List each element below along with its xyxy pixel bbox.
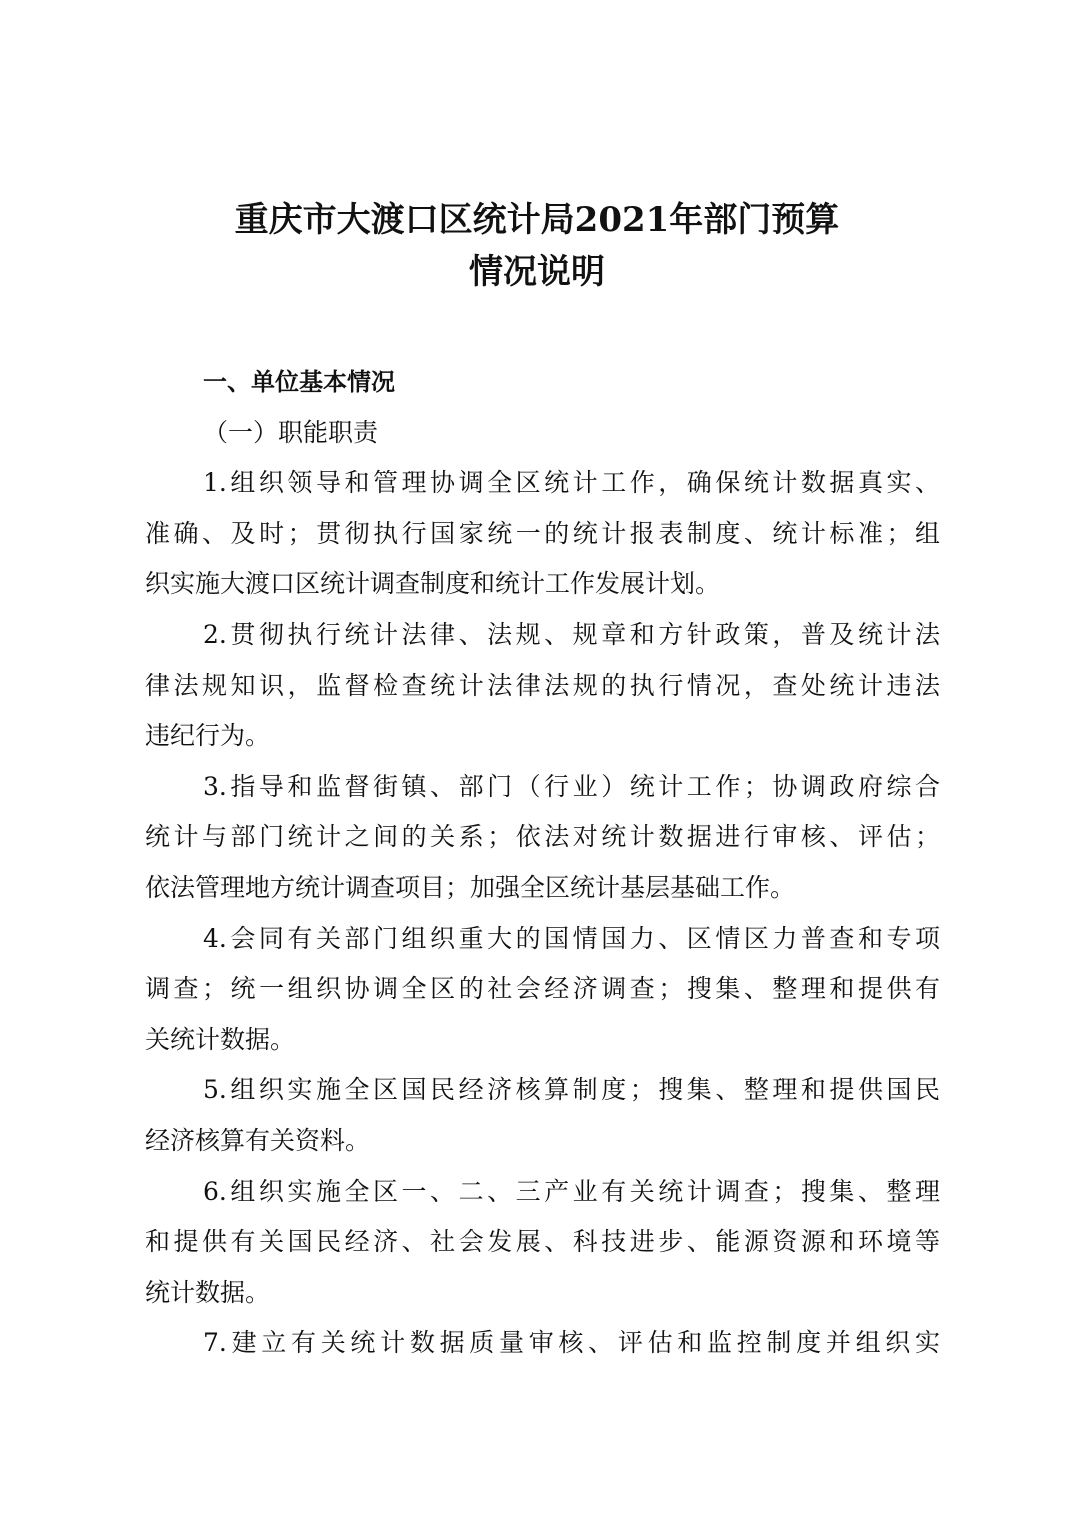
paragraph-line: 经济核算有关资料。 xyxy=(145,1125,371,1155)
paragraph-line: 准确、及时；贯彻执行国家统一的统计报表制度、统计标准；组 xyxy=(145,518,940,548)
paragraph-line: 3.指导和监督街镇、部门（行业）统计工作；协调政府综合 xyxy=(203,771,940,801)
document-body xyxy=(145,357,940,1369)
paragraph-line: 4.会同有关部门组织重大的国情国力、区情区力普查和专项 xyxy=(203,923,940,953)
paragraph-line: 1.组织领导和管理协调全区统计工作，确保统计数据真实、 xyxy=(203,468,940,498)
paragraph-line: 调查；统一组织协调全区的社会经济调查；搜集、整理和提供有 xyxy=(145,974,940,1004)
paragraph-line: 2.贯彻执行统计法律、法规、规章和方针政策，普及统计法 xyxy=(203,619,940,649)
paragraph-line: 织实施大渡口区统计调查制度和统计工作发展计划。 xyxy=(145,569,721,599)
title-line-1: 重庆市大渡口区统计局2021年部门预算 xyxy=(234,200,840,240)
paragraph-line: 5.组织实施全区国民经济核算制度；搜集、整理和提供国民 xyxy=(203,1075,940,1105)
title-line-2: 情况说明 xyxy=(469,252,605,292)
section-heading: 一、单位基本情况 xyxy=(203,368,395,396)
paragraph xyxy=(145,762,940,914)
paragraph-line: 7.建立有关统计数据质量审核、评估和监控制度并组织实 xyxy=(203,1328,940,1358)
paragraph-line: 违纪行为。 xyxy=(145,721,271,751)
subsection-heading: （一）职能职责 xyxy=(203,417,379,447)
paragraph xyxy=(145,914,940,1066)
paragraph-line: 统计与部门统计之间的关系；依法对统计数据进行审核、评估； xyxy=(145,822,940,852)
paragraph-line: 和提供有关国民经济、社会发展、科技进步、能源资源和环境等 xyxy=(145,1227,940,1257)
paragraph-line: 律法规知识，监督检查统计法律法规的执行情况，查处统计违法 xyxy=(145,670,940,700)
paragraph xyxy=(145,458,940,610)
paragraph-line: 依法管理地方统计调查项目；加强全区统计基层基础工作。 xyxy=(145,872,796,902)
document-title xyxy=(0,194,1074,298)
paragraph xyxy=(145,1167,940,1319)
paragraph-line: 统计数据。 xyxy=(145,1277,271,1307)
paragraph xyxy=(145,1318,940,1369)
paragraph xyxy=(145,1065,940,1166)
paragraph-line: 关统计数据。 xyxy=(145,1024,296,1054)
paragraph-list xyxy=(145,458,940,1369)
paragraph xyxy=(145,610,940,762)
paragraph-line: 6.组织实施全区一、二、三产业有关统计调查；搜集、整理 xyxy=(203,1176,940,1206)
